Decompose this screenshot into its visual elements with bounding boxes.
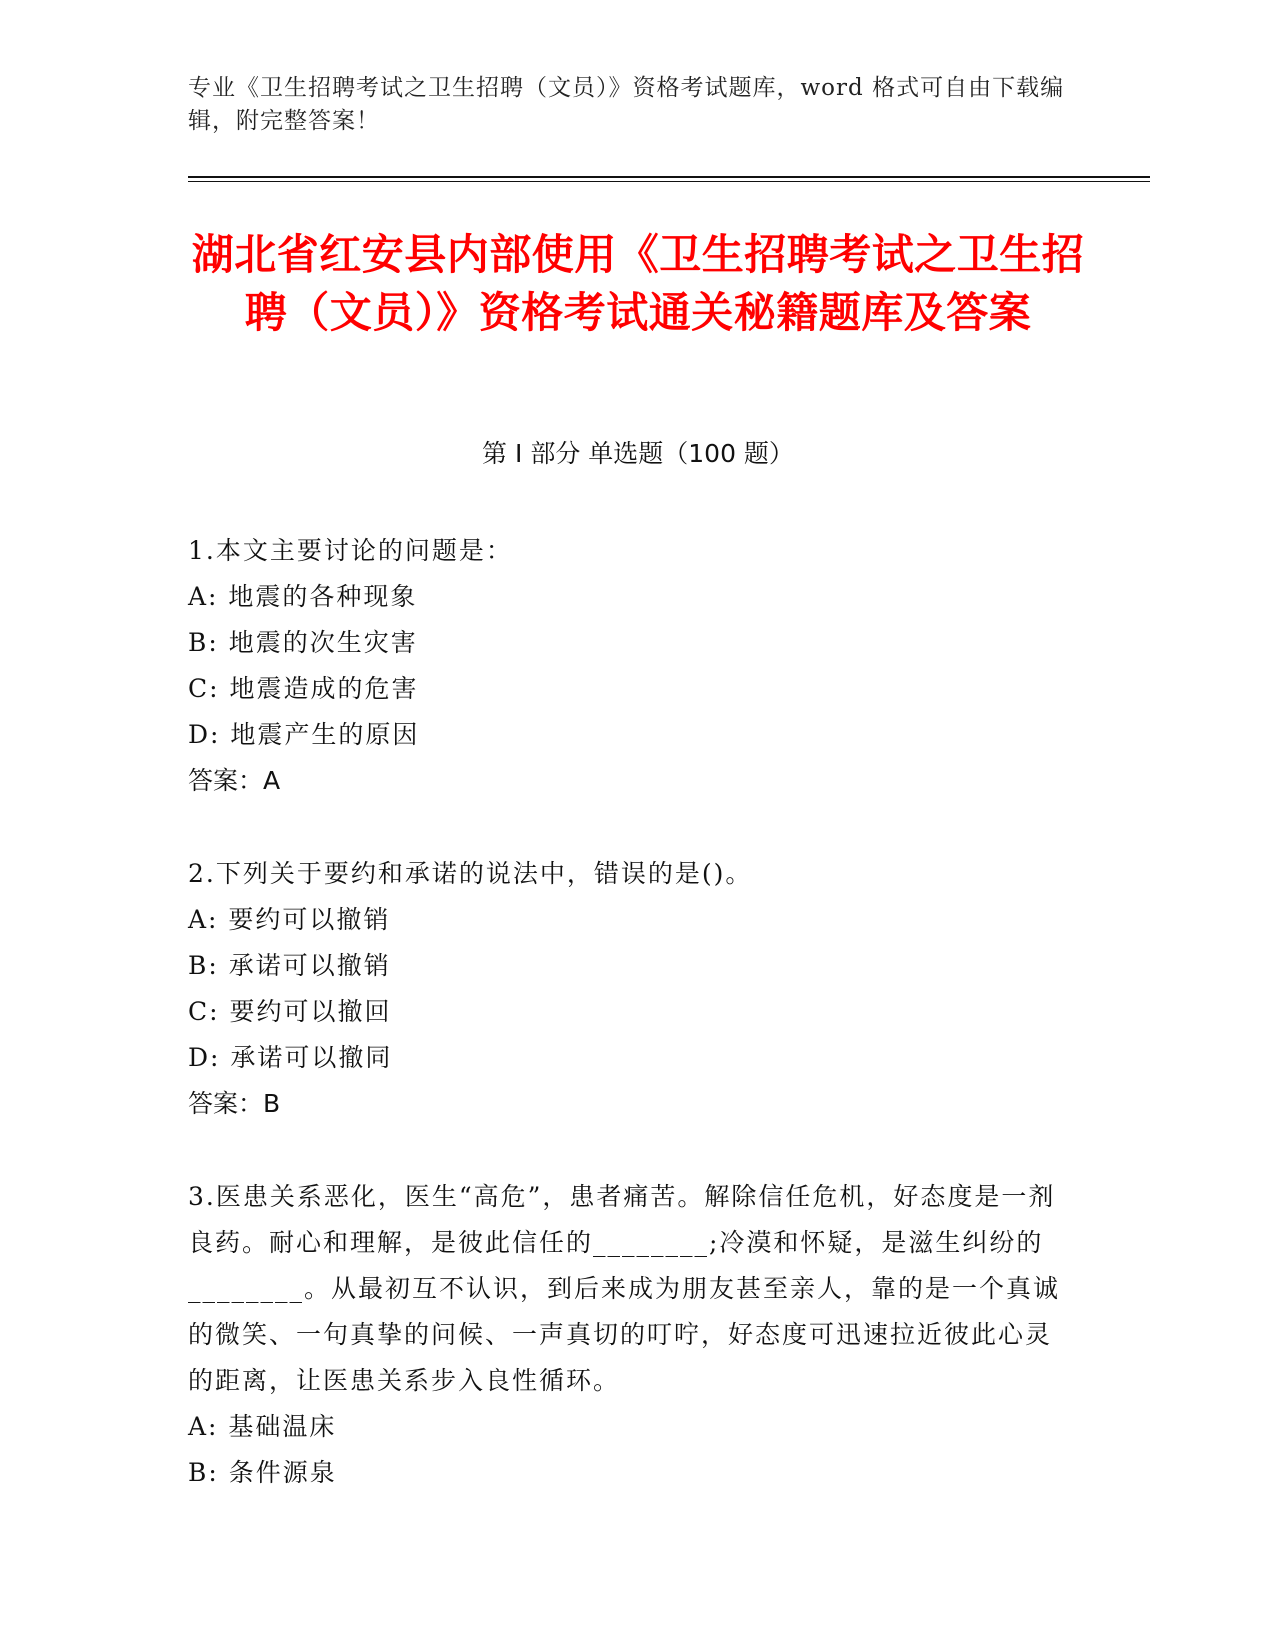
question-stem: 3.医患关系恶化，医生“高危”，患者痛苦。解除信任危机，好态度是一剂良药。耐心和理解，是彼此信任的________;冷漠和怀疑，是滋生纠纷的________。从最初互不认识，到后来成为朋友甚至亲人，靠的是一个真诚的微笑、一句真挚的问候、一声真切的叮咛，好态度可迅速拉近彼此心灵的距离，让医患关系步入良性循环。 xyxy=(188,1182,1061,1395)
question-3 xyxy=(188,1174,1068,1496)
document-title: 湖北省红安县内部使用《卫生招聘考试之卫生招聘（文员）》资格考试通关秘籍题库及答案 xyxy=(191,230,1085,337)
option-c: C: 地震造成的危害 xyxy=(188,674,419,703)
option-a: A: 基础温床 xyxy=(188,1412,337,1441)
header-note: 专业《卫生招聘考试之卫生招聘（文员）》资格考试题库，word 格式可自由下载编辑，附完整答案！ xyxy=(188,75,1065,134)
question-stem: 1.本文主要讨论的问题是： xyxy=(188,536,513,565)
question-2 xyxy=(188,851,1068,1127)
option-d: D: 承诺可以撤同 xyxy=(188,1043,393,1072)
answer: 答案：A xyxy=(188,766,281,795)
option-a: A: 地震的各种现象 xyxy=(188,582,418,611)
option-c: C: 要约可以撤回 xyxy=(188,997,392,1026)
option-d: D: 地震产生的原因 xyxy=(188,720,420,749)
option-b: B: 承诺可以撤销 xyxy=(188,951,391,980)
option-b: B: 地震的次生灾害 xyxy=(188,628,418,657)
question-stem: 2.下列关于要约和承诺的说法中，错误的是()。 xyxy=(188,859,753,888)
question-1 xyxy=(188,528,1068,804)
section-title: 第 I 部分 单选题（100 题） xyxy=(482,439,794,468)
header-divider xyxy=(188,176,1150,178)
header-divider-thin xyxy=(188,181,1150,182)
option-a: A: 要约可以撤销 xyxy=(188,905,391,934)
question-list xyxy=(188,528,1068,1543)
answer: 答案：B xyxy=(188,1089,281,1118)
option-b: B: 条件源泉 xyxy=(188,1458,337,1487)
